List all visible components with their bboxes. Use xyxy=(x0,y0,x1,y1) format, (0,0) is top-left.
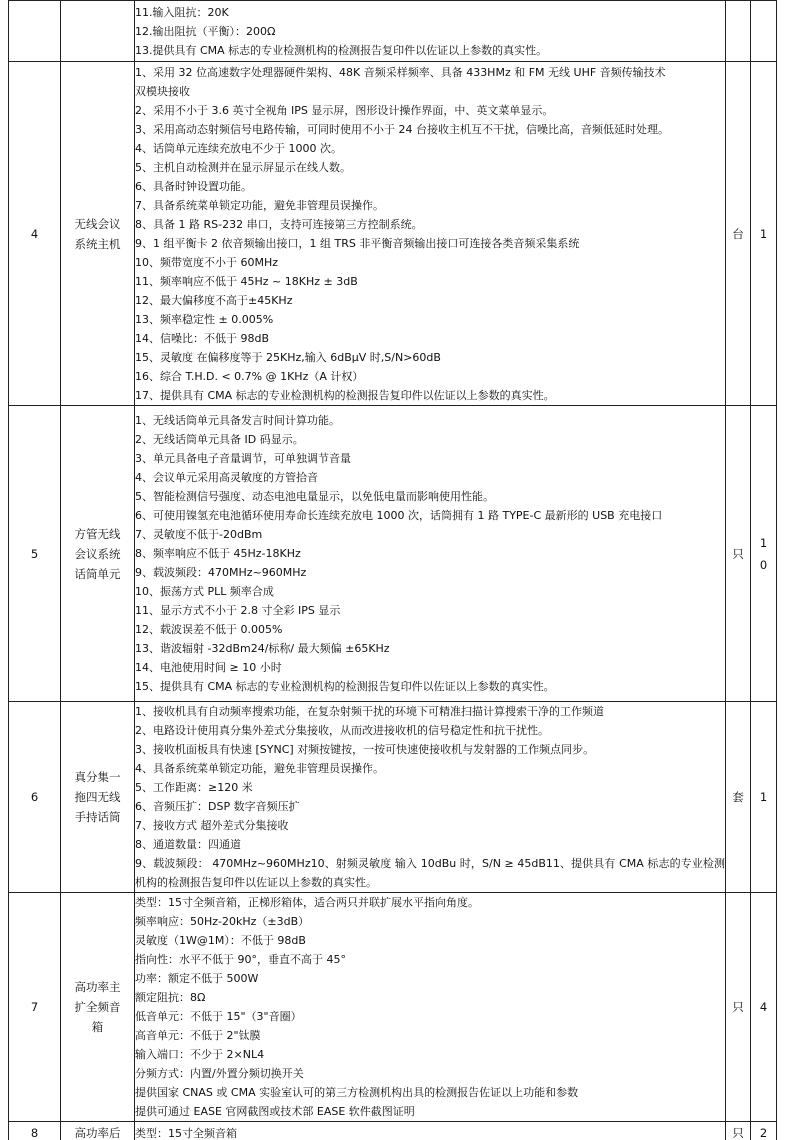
item-unit: 台 xyxy=(726,62,751,406)
item-quantity xyxy=(751,702,777,893)
item-name xyxy=(61,893,135,1122)
spec-line: 14、电池使用时间 ≥ 10 小时 xyxy=(135,661,282,674)
spec-line: 8、频率响应不低于 45Hz-18KHz xyxy=(135,547,301,560)
item-name xyxy=(61,406,135,702)
table-row xyxy=(9,702,777,893)
spec-line: 双模块接收 xyxy=(135,84,190,98)
item-quantity xyxy=(751,406,777,702)
spec-table-body xyxy=(9,1,777,1140)
spec-line: 指向性：水平不低于 90°，垂直不高于 45° xyxy=(135,953,346,966)
spec-line: 9、1 组平衡卡 2 依音频输出接口，1 组 TRS 非平衡音频输出接口可连接各类音频采集系统 xyxy=(135,236,580,250)
spec-line: 高音单元：不低于 2"钛膜 xyxy=(135,1029,261,1042)
spec-line: 2、采用不小于 3.6 英寸全视角 IPS 显示屏，图形设计操作界面，中、英文菜单显示。 xyxy=(135,103,554,117)
item-name-text: 高功率主扩全频音箱 xyxy=(74,980,121,1034)
item-name-text: 真分集一拖四无线手持话筒 xyxy=(74,770,121,824)
item-specifications xyxy=(135,62,726,406)
spec-line: 15、提供具有 CMA 标志的专业检测机构的检测报告复印件以佐证以上参数的真实性。 xyxy=(135,680,555,693)
spec-line: 3、单元具备电子音量调节，可单独调节音量 xyxy=(135,452,351,465)
item-number xyxy=(9,1,61,62)
item-quantity xyxy=(751,1,777,62)
item-quantity-text: 2 xyxy=(759,1126,768,1140)
item-unit: 套 xyxy=(726,702,751,893)
spec-line: 5、智能检测信号强度、动态电池电量显示，以免低电量而影响使用性能。 xyxy=(135,490,494,503)
item-quantity-text: 1 xyxy=(759,226,768,241)
spec-line: 6、具备时钟设置功能。 xyxy=(135,179,252,193)
spec-line: 3、采用高动态射频信号电路传输，可同时使用不小于 24 台接收主机互不干扰，信噪比高，音频低延时处理。 xyxy=(135,122,669,136)
spec-line: 9、载波频段：470MHz~960MHz xyxy=(135,566,307,579)
item-number: 6 xyxy=(9,702,61,893)
spec-line: 8、具备 1 路 RS-232 串口，支持可连接第三方控制系统。 xyxy=(135,217,423,231)
spec-line: 5、主机自动检测并在显示屏显示在线人数。 xyxy=(135,160,351,174)
item-unit: 只 xyxy=(726,893,751,1122)
spec-line: 12、载波误差不低于 0.005% xyxy=(135,623,283,636)
spec-line: 分频方式：内置/外置分频切换开关 xyxy=(135,1067,304,1080)
spec-line: 6、可使用镍氢充电池循环使用寿命长连续充放电 1000 次，话筒拥有 1 路 TYPE-C 最新形的 USB 充电接口 xyxy=(135,509,663,522)
item-quantity xyxy=(751,62,777,406)
spec-line: 灵敏度（1W@1M）：不低于 98dB xyxy=(135,934,306,947)
spec-line: 提供国家 CNAS 或 CMA 实验室认可的第三方检测机构出具的检测报告佐证以上功能和参数 xyxy=(135,1086,579,1099)
spec-table xyxy=(8,0,777,1140)
item-quantity xyxy=(751,893,777,1122)
spec-line: 1、采用 32 位高速数字处理器硬件架构、48K 音频采样频率、具备 433HMz 和 FM 无线 UHF 音频传输技术 xyxy=(135,65,666,79)
spec-line: 12、最大偏移度不高于±45KHz xyxy=(135,293,293,307)
spec-line: 11.输入阻抗：20K xyxy=(135,5,229,19)
spec-line: 7、接收方式 超外差式分集接收 xyxy=(135,819,289,832)
spec-line: 7、灵敏度不低于-20dBm xyxy=(135,528,263,541)
spec-line: 11、频率响应不低于 45Hz ~ 18KHz ± 3dB xyxy=(135,274,358,288)
table-row xyxy=(9,893,777,1122)
spec-line: 额定阻抗：8Ω xyxy=(135,991,206,1004)
spec-line: 10、振荡方式 PLL 频率合成 xyxy=(135,585,274,598)
spec-line: 16、综合 T.H.D. < 0.7% @ 1KHz（A 计权） xyxy=(135,369,364,383)
spec-line: 低音单元：不低于 15"（3"音圈） xyxy=(135,1010,302,1023)
item-name xyxy=(61,1,135,62)
spec-line: 11、显示方式不小于 2.8 寸全彩 IPS 显示 xyxy=(135,604,341,617)
spec-line: 15、灵敏度 在偏移度等于 25KHz,输入 6dBμV 时,S/N>60dB xyxy=(135,350,441,364)
item-unit: 只 xyxy=(726,406,751,702)
spec-line: 4、话筒单元连续充放电不少于 1000 次。 xyxy=(135,141,342,155)
spec-line: 提供可通过 EASE 官网截图或技术部 EASE 软件截图证明 xyxy=(135,1105,415,1118)
item-number: 4 xyxy=(9,62,61,406)
spec-line: 类型：15寸全频音箱 xyxy=(135,1126,237,1140)
spec-line: 10、频带宽度不小于 60MHz xyxy=(135,255,279,269)
spec-line: 14、信噪比：不低于 98dB xyxy=(135,331,270,345)
spec-line: 1、接收机具有自动频率搜索功能，在复杂射频干扰的环境下可精准扫描计算搜索干净的工作频道 xyxy=(135,705,604,718)
spec-line: 8、通道数量：四通道 xyxy=(135,838,241,851)
table-row xyxy=(9,406,777,702)
spec-line: 13、谐波辐射 -32dBm24/标称/ 最大频偏 ±65KHz xyxy=(135,642,390,655)
item-number: 5 xyxy=(9,406,61,702)
spec-line: 7、具备系统菜单锁定功能，避免非管理员误操作。 xyxy=(135,198,384,212)
item-specifications xyxy=(135,893,726,1122)
table-row xyxy=(9,1,777,62)
spec-line: 频率响应：50Hz-20kHz（±3dB） xyxy=(135,915,310,928)
spec-line: 2、电路设计使用真分集外差式分集接收，从而改进接收机的信号稳定性和抗干扰性。 xyxy=(135,724,549,737)
item-specifications xyxy=(135,1,726,62)
table-row xyxy=(9,1122,777,1140)
item-name-text: 方管无线会议系统话筒单元 xyxy=(74,526,121,581)
spec-line: 3、接收机面板具有快速 [SYNC] 对频按键按，一按可快速使接收机与发射器的工作频点同步。 xyxy=(135,743,595,756)
spec-line: 6、音频压扩：DSP 数字音频压扩 xyxy=(135,800,300,813)
item-name xyxy=(61,702,135,893)
spec-line: 2、无线话筒单元具备 ID 码显示。 xyxy=(135,433,304,446)
item-name-text: 无线会议系统主机 xyxy=(74,216,121,251)
spec-line: 类型：15寸全频音箱，正梯形箱体，适合两只并联扩展水平指向角度。 xyxy=(135,896,479,909)
item-name-text: 高功率后 xyxy=(74,1126,121,1140)
item-quantity-text: 10 xyxy=(759,535,768,572)
item-specifications xyxy=(135,406,726,702)
table-row xyxy=(9,62,777,406)
spec-line: 1、无线话筒单元具备发言时间计算功能。 xyxy=(135,414,340,427)
item-number: 7 xyxy=(9,893,61,1122)
spec-line: 4、会议单元采用高灵敏度的方管拾音 xyxy=(135,471,318,484)
item-unit xyxy=(726,1,751,62)
item-name xyxy=(61,1122,135,1140)
spec-line: 输入端口：不少于 2×NL4 xyxy=(135,1048,265,1061)
spec-line: 5、工作距离：≥120 米 xyxy=(135,781,253,794)
spec-line: 4、具备系统菜单锁定功能，避免非管理员误操作。 xyxy=(135,762,384,775)
item-number: 8 xyxy=(9,1122,61,1140)
spec-line: 功率：额定不低于 500W xyxy=(135,972,259,985)
item-specifications xyxy=(135,1122,726,1140)
spec-line: 17、提供具有 CMA 标志的专业检测机构的检测报告复印件以佐证以上参数的真实性。 xyxy=(135,388,555,402)
item-quantity-text: 1 xyxy=(759,790,768,804)
item-name xyxy=(61,62,135,406)
spec-line: 9、载波频段： 470MHz~960MHz10、射频灵敏度 输入 10dBu 时，S/N ≥ 45dB11、提供具有 CMA 标志的专业检测机构的检测报告复印件以佐证以上参数的真实性。 xyxy=(135,857,725,889)
spec-line: 12.输出阻抗（平衡）：200Ω xyxy=(135,24,276,38)
spec-line: 13、频率稳定性 ± 0.005% xyxy=(135,312,274,326)
spec-line: 13.提供具有 CMA 标志的专业检测机构的检测报告复印件以佐证以上参数的真实性。 xyxy=(135,43,548,57)
item-quantity xyxy=(751,1122,777,1140)
item-specifications xyxy=(135,702,726,893)
item-unit: 只 xyxy=(726,1122,751,1140)
item-quantity-text: 4 xyxy=(759,1000,768,1014)
